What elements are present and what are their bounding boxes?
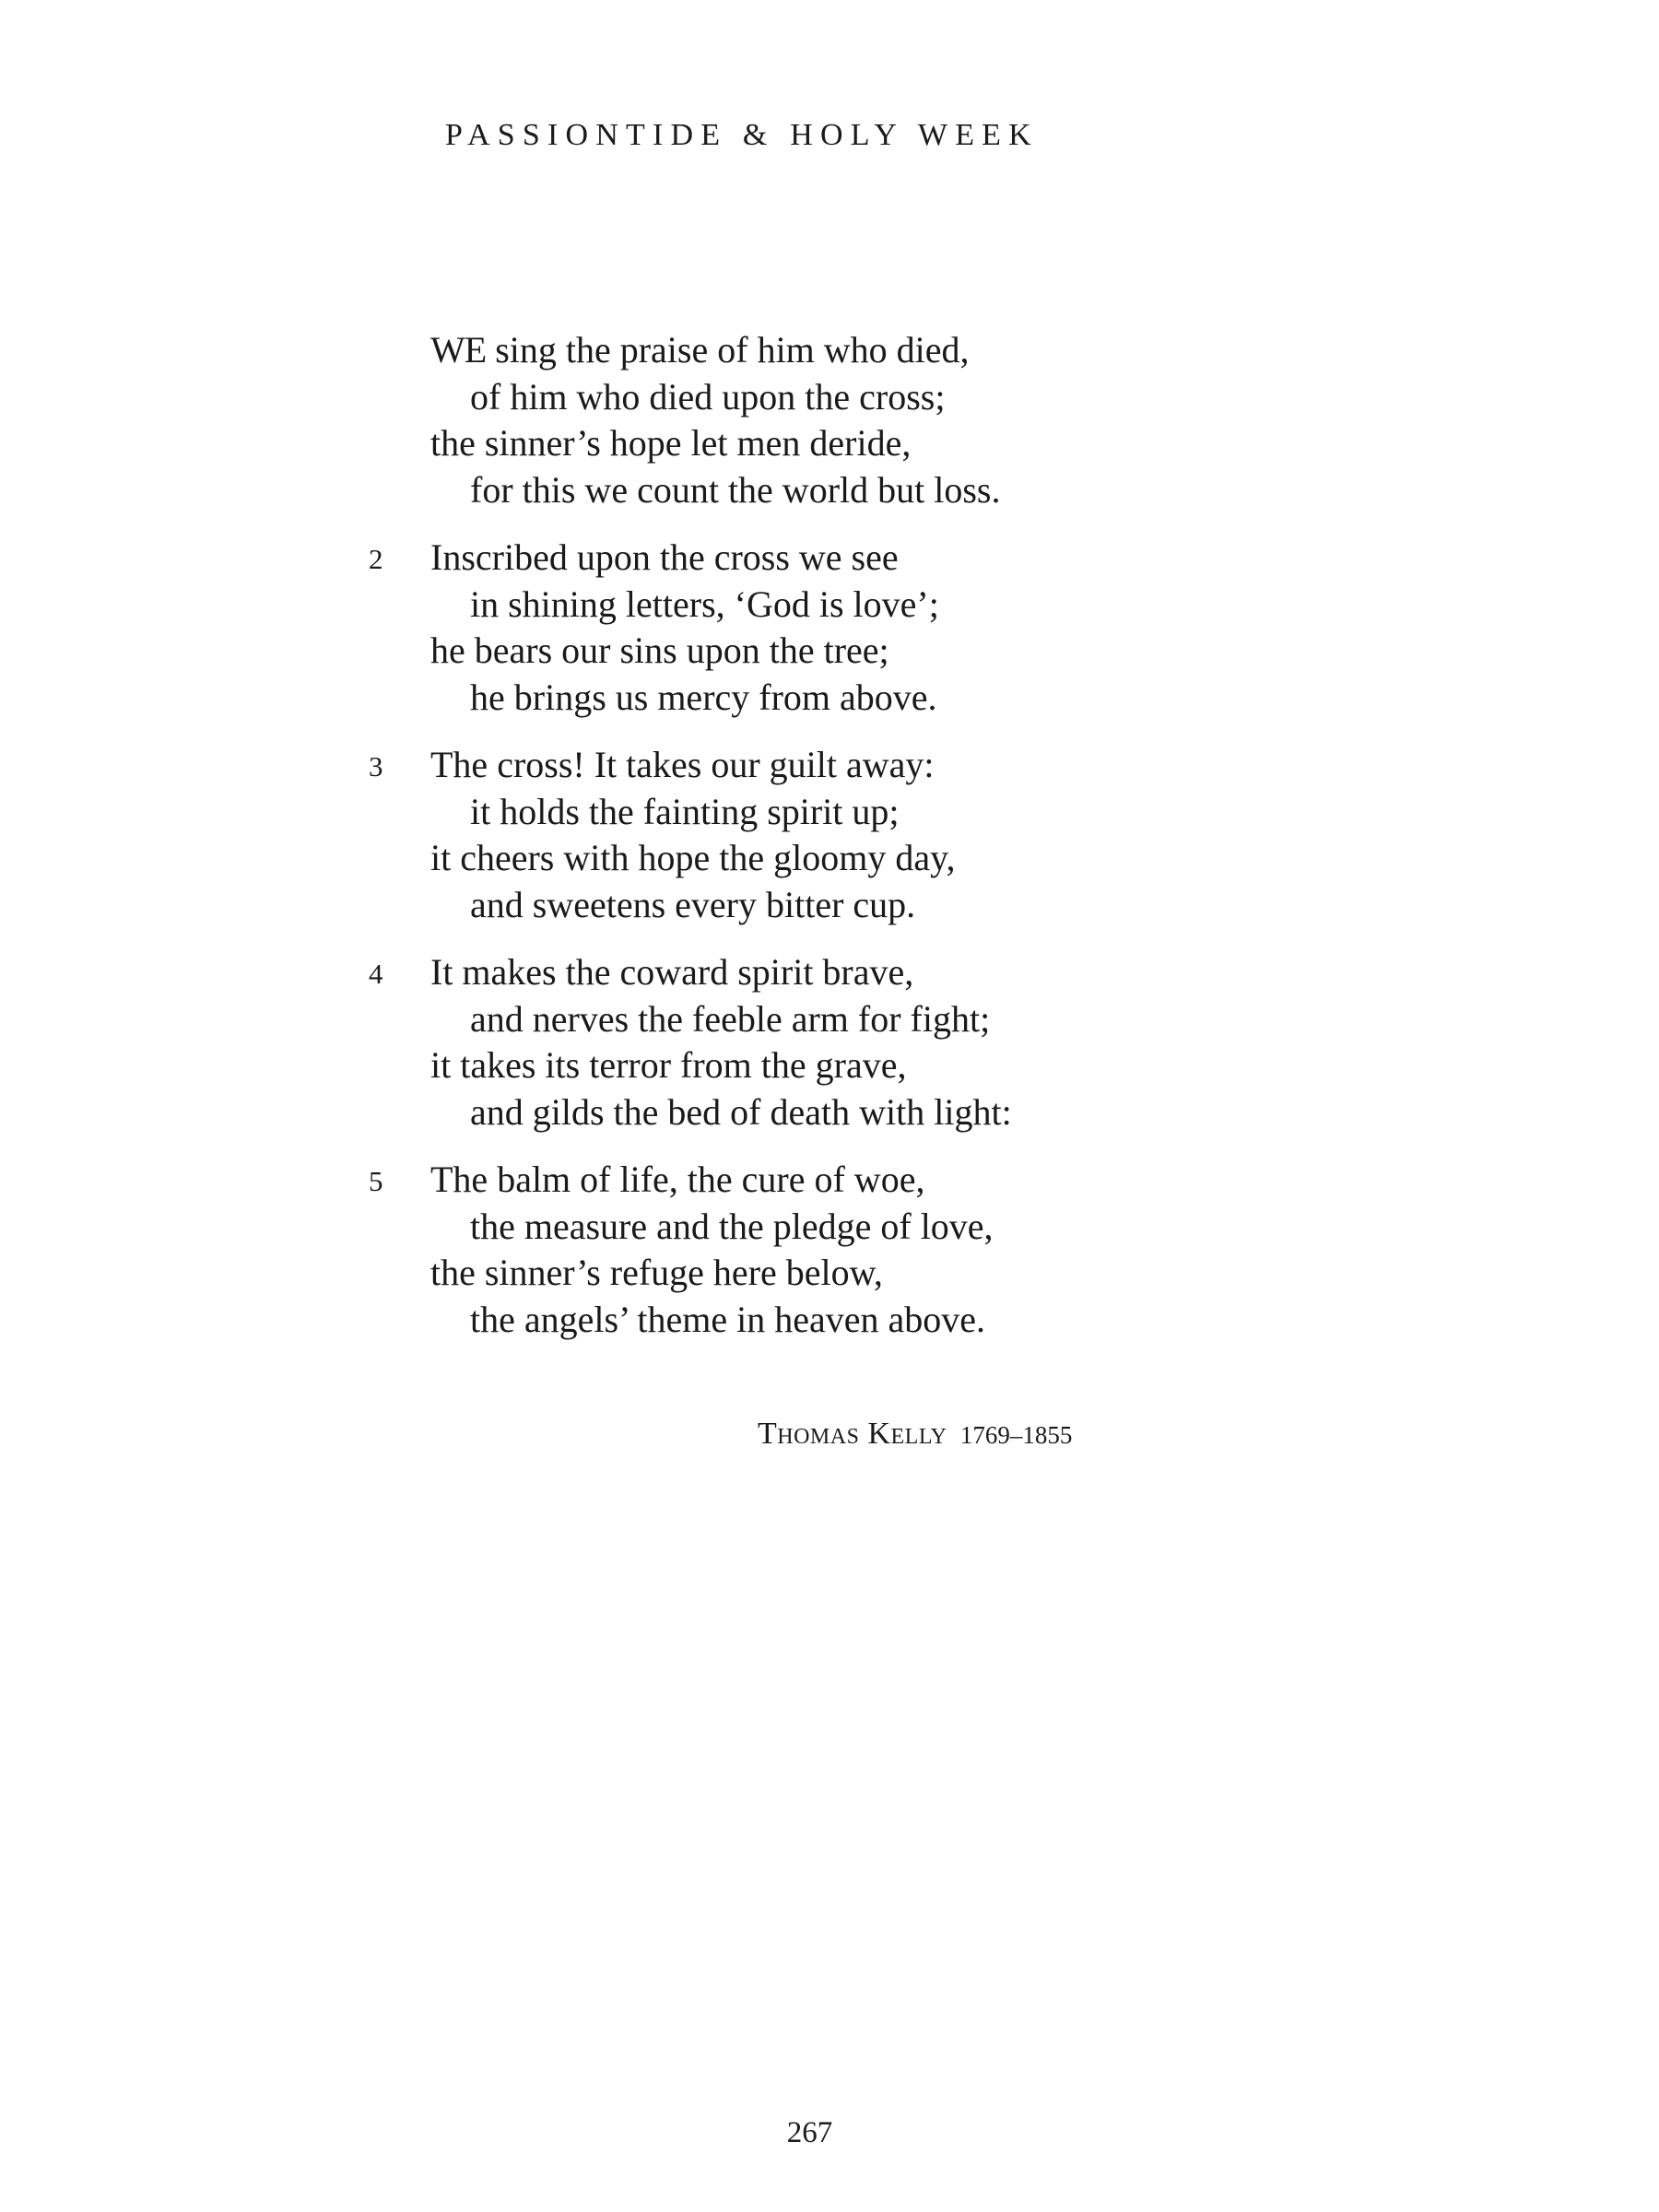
verse-line: the measure and the pledge of love,: [470, 1205, 994, 1247]
author-attribution: [758, 1417, 1072, 1452]
verse-line: in shining letters, ‘God is love’;: [470, 582, 939, 625]
verse-first-word: WE: [430, 329, 487, 371]
verse-line: it cheers with hope the gloomy day,: [430, 837, 956, 878]
hymn-text: [0, 327, 1659, 1364]
verse-line: Inscribed upon the cross we see: [430, 536, 899, 578]
verse-line: The cross! It takes our guilt away:: [430, 744, 935, 785]
verse-line: it holds the fainting spirit up;: [470, 790, 900, 832]
verse-line: The balm of life, the cure of woe,: [430, 1159, 925, 1200]
verse-number: 4: [369, 958, 383, 990]
verse-2: [0, 535, 1659, 721]
verse-line: the sinner’s refuge here below,: [430, 1252, 883, 1293]
verse-4: [0, 949, 1659, 1135]
verse-number: 5: [369, 1165, 383, 1197]
verse-number: 3: [369, 750, 383, 782]
verse-line: and nerves the feeble arm for fight;: [470, 997, 991, 1040]
author-name: Thomas Kelly: [758, 1417, 947, 1451]
verse-number: 2: [369, 543, 383, 575]
verse-1: [0, 327, 1659, 513]
verse-line: for this we count the world but loss.: [470, 468, 1001, 511]
verse-line: it takes its terror from the grave,: [430, 1044, 907, 1086]
verse-line: the sinner’s hope let men deride,: [430, 422, 912, 464]
running-head: PASSIONTIDE & HOLY WEEK: [445, 118, 1039, 152]
verse-5: [0, 1157, 1659, 1343]
verse-line: and gilds the bed of death with light:: [470, 1090, 1012, 1133]
verse-line: and sweetens every bitter cup.: [470, 883, 916, 925]
author-dates: 1769–1855: [959, 1421, 1073, 1449]
verse-line: he bears our sins upon the tree;: [430, 629, 889, 671]
verse-line: he brings us mercy from above.: [470, 676, 937, 718]
verse-line-text: sing the praise of him who died,: [486, 329, 970, 371]
page-number: 267: [786, 2116, 833, 2149]
verse-line: [0, 327, 1659, 374]
verse-line: the angels’ theme in heaven above.: [470, 1298, 986, 1340]
verse-line: of him who died upon the cross;: [470, 375, 946, 418]
verse-3: [0, 742, 1659, 928]
verse-line: It makes the coward spirit brave,: [430, 951, 914, 993]
